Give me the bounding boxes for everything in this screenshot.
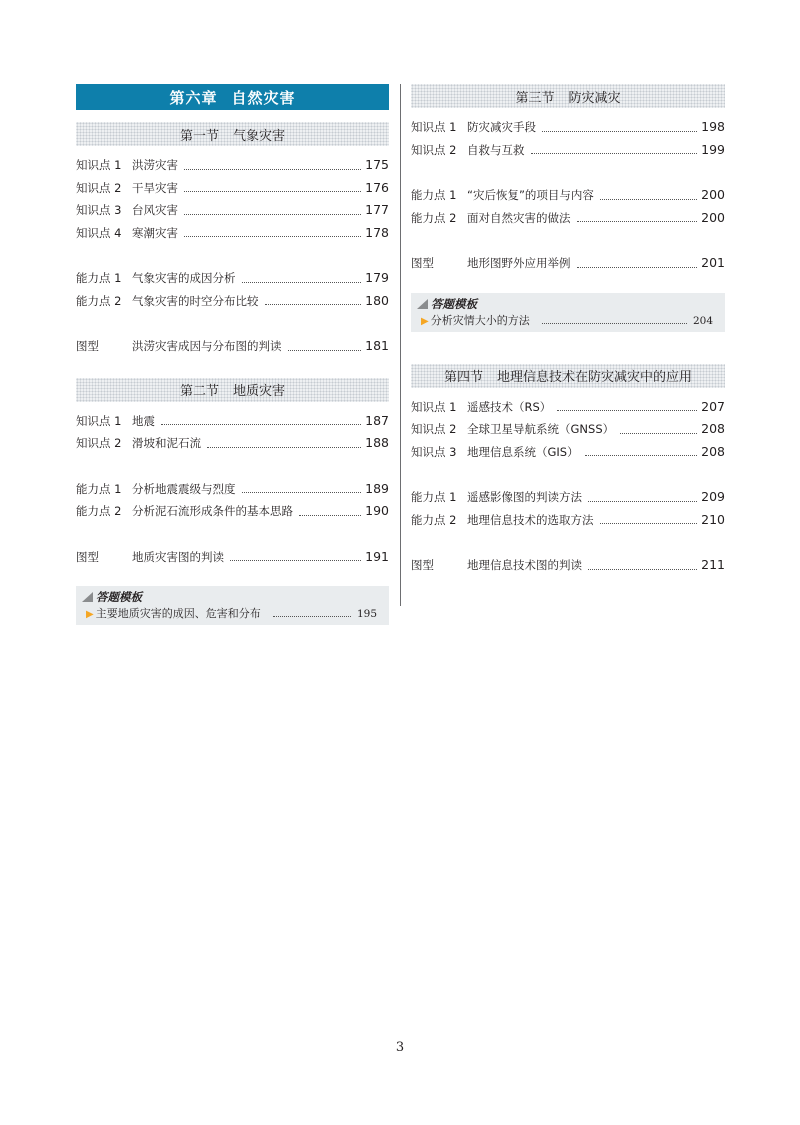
entry-page: 200 [701, 209, 725, 225]
left-column [76, 84, 389, 625]
dot-leader [184, 214, 361, 215]
entry-title: 全球卫星导航系统（GNSS） [467, 422, 615, 436]
section-title: 地质灾害 [233, 384, 286, 399]
answer-template-label: 答题模板 [431, 296, 477, 311]
dot-leader [585, 455, 698, 456]
entry-page: 211 [701, 557, 725, 572]
dot-leader [542, 323, 687, 324]
spacer [76, 358, 389, 378]
entry-kind: 能力点 2 [411, 512, 457, 527]
entry-kind: 知识点 1 [411, 399, 457, 414]
toc-entry[interactable] [76, 199, 389, 222]
toc-entry[interactable] [411, 486, 725, 509]
group-gap [411, 161, 725, 184]
dot-leader [273, 616, 351, 617]
group-gap [76, 455, 389, 478]
toc-entry[interactable] [76, 432, 389, 455]
dot-leader [184, 236, 361, 237]
entry-page: 178 [365, 224, 389, 240]
entry-title: 地理信息技术图的判读 [467, 558, 582, 572]
entry-page: 201 [701, 255, 725, 270]
entry-kind: 图型 [76, 549, 99, 564]
toc-entry[interactable] [76, 546, 389, 569]
entry-page: 195 [356, 608, 377, 620]
toc-entry[interactable] [411, 252, 725, 275]
entry-page: 190 [365, 503, 389, 518]
column-divider [400, 84, 401, 606]
section-header [76, 378, 389, 402]
toc-entry[interactable] [411, 184, 725, 207]
corner-triangle-icon [82, 592, 93, 602]
entry-page: 198 [701, 119, 725, 134]
entry-page: 191 [365, 548, 389, 564]
entry-kind: 能力点 1 [76, 481, 122, 496]
entry-kind: 能力点 2 [76, 504, 122, 518]
entry-kind: 知识点 1 [76, 413, 122, 428]
entry-page: 200 [701, 187, 725, 202]
dot-leader [557, 410, 697, 411]
section-number: 第一节 [179, 128, 219, 144]
toc-entry[interactable] [76, 500, 389, 523]
entry-title: 遥感技术（RS） [467, 399, 552, 414]
group-gap [76, 523, 389, 546]
chapter-header [76, 84, 389, 110]
spacer [76, 402, 389, 410]
group-gap [76, 312, 389, 335]
corner-triangle-icon [417, 299, 428, 309]
section-number: 第三节 [515, 90, 555, 106]
dot-leader [577, 221, 698, 222]
dot-leader [242, 282, 362, 283]
answer-template-heading [417, 296, 719, 312]
entry-title: 面对自然灾害的做法 [467, 210, 571, 225]
entry-title: 气象灾害的时空分布比较 [132, 293, 259, 308]
toc-entry[interactable] [411, 116, 725, 139]
entry-title: 寒潮灾害 [132, 225, 178, 240]
spacer [76, 110, 389, 122]
dot-leader [230, 560, 361, 561]
dot-leader [299, 515, 361, 516]
entry-page: 210 [701, 511, 725, 527]
entry-title: 分析灾情大小的方法 [430, 313, 530, 327]
entry-title: 主要地质灾害的成因、危害和分布 [95, 607, 261, 620]
section-title: 防灾减灾 [568, 90, 621, 106]
section-number: 第四节 [443, 370, 483, 385]
toc-entry[interactable] [411, 418, 725, 441]
section-title: 气象灾害 [233, 128, 286, 144]
group-gap [411, 229, 725, 252]
dot-leader [288, 350, 362, 351]
entry-title: 分析泥石流形成条件的基本思路 [132, 504, 293, 518]
section-header [411, 84, 725, 108]
toc-entry[interactable] [411, 207, 725, 230]
entry-page: 175 [365, 157, 389, 172]
entry-page: 199 [701, 141, 725, 157]
toc-entry[interactable] [76, 290, 389, 313]
entry-kind: 知识点 1 [76, 158, 122, 172]
spacer [411, 108, 725, 116]
entry-kind: 知识点 2 [411, 422, 457, 436]
section-header [76, 122, 389, 146]
spacer [411, 388, 725, 396]
toc-entry[interactable] [411, 509, 725, 532]
toc-entry[interactable] [76, 335, 389, 358]
entry-kind: 知识点 2 [76, 180, 122, 195]
dot-leader [207, 447, 361, 448]
entry-kind: 知识点 2 [411, 142, 457, 157]
dot-leader [184, 169, 361, 170]
chapter-title: 自然灾害 [231, 88, 296, 107]
spacer [411, 275, 725, 293]
entry-page: 177 [365, 202, 389, 217]
entry-kind: 知识点 2 [76, 436, 122, 450]
entry-title: 自救与互救 [467, 142, 525, 157]
entry-title: 洪涝灾害 [132, 158, 178, 172]
answer-template-box [411, 293, 725, 332]
entry-page: 204 [692, 314, 713, 327]
entry-page: 209 [701, 489, 725, 504]
entry-kind: 知识点 3 [411, 444, 457, 459]
entry-kind: 能力点 1 [411, 490, 457, 504]
entry-page: 208 [701, 443, 725, 459]
dot-leader [600, 523, 698, 524]
spacer [76, 568, 389, 586]
dot-leader [577, 267, 698, 268]
entry-title: 分析地震震级与烈度 [132, 481, 236, 496]
entry-title: 地震 [132, 413, 155, 428]
dot-leader [542, 131, 697, 132]
entry-kind: 图型 [411, 558, 434, 572]
toc-entry[interactable] [76, 222, 389, 245]
toc-entry[interactable] [76, 478, 389, 501]
entry-page: 189 [365, 480, 389, 496]
entry-page: 181 [365, 338, 389, 353]
dot-leader [588, 569, 697, 570]
entry-title: 地质灾害图的判读 [132, 549, 224, 564]
toc-entry[interactable] [411, 139, 725, 162]
entry-page: 207 [701, 398, 725, 414]
entry-page: 208 [701, 421, 725, 436]
page-number: 3 [395, 1040, 405, 1055]
entry-page: 180 [365, 292, 389, 308]
dot-leader [184, 191, 361, 192]
answer-template-entry[interactable] [86, 605, 383, 621]
entry-title: 气象灾害的成因分析 [132, 271, 236, 285]
section-header [411, 364, 725, 388]
group-gap [76, 244, 389, 267]
entry-page: 176 [365, 179, 389, 195]
right-column [411, 84, 725, 577]
entry-title: 地形图野外应用举例 [467, 256, 571, 270]
entry-kind: 能力点 1 [411, 188, 457, 202]
toc-entry[interactable] [76, 410, 389, 433]
entry-title: 滑坡和泥石流 [132, 436, 201, 450]
spacer [411, 332, 725, 364]
entry-kind: 图型 [411, 256, 434, 270]
section-title: 地理信息技术在防灾减灾中的应用 [497, 370, 693, 385]
toc-entry[interactable] [411, 441, 725, 464]
dot-leader [588, 501, 697, 502]
entry-title: 遥感影像图的判读方法 [467, 490, 582, 504]
section-number: 第二节 [179, 384, 219, 399]
group-gap [411, 531, 725, 554]
toc-entry[interactable] [76, 154, 389, 177]
dot-leader [600, 199, 697, 200]
entry-title: 台风灾害 [132, 203, 178, 217]
spacer [76, 146, 389, 154]
dot-leader [620, 433, 697, 434]
entry-kind: 知识点 4 [76, 225, 122, 240]
dot-leader [265, 304, 362, 305]
toc-entry[interactable] [76, 177, 389, 200]
entry-title: 防灾减灾手段 [467, 120, 536, 134]
dot-leader [161, 424, 361, 425]
answer-template-box [76, 586, 389, 625]
answer-template-entry[interactable] [421, 312, 719, 328]
toc-entry[interactable] [411, 554, 725, 577]
answer-template-label: 答题模板 [96, 590, 142, 604]
dot-leader [531, 153, 698, 154]
entry-page: 188 [365, 435, 389, 450]
triangle-arrow-icon: ▶ [86, 609, 94, 620]
entry-title: 干旱灾害 [132, 180, 178, 195]
dot-leader [242, 492, 362, 493]
entry-title: “灾后恢复”的项目与内容 [467, 188, 594, 202]
entry-page: 187 [365, 412, 389, 428]
entry-kind: 能力点 2 [411, 210, 457, 225]
entry-kind: 知识点 3 [76, 203, 122, 217]
toc-entry[interactable] [411, 396, 725, 419]
entry-title: 洪涝灾害成因与分布图的判读 [132, 339, 282, 353]
triangle-arrow-icon: ▶ [421, 315, 429, 327]
entry-kind: 图型 [76, 339, 99, 353]
entry-title: 地理信息系统（GIS） [467, 444, 579, 459]
entry-kind: 能力点 1 [76, 271, 122, 285]
entry-kind: 能力点 2 [76, 293, 122, 308]
answer-template-heading [82, 589, 383, 605]
entry-title: 地理信息技术的选取方法 [467, 512, 594, 527]
entry-page: 179 [365, 270, 389, 285]
toc-entry[interactable] [76, 267, 389, 290]
group-gap [411, 463, 725, 486]
chapter-number: 第六章 [169, 88, 218, 107]
entry-kind: 知识点 1 [411, 120, 457, 134]
